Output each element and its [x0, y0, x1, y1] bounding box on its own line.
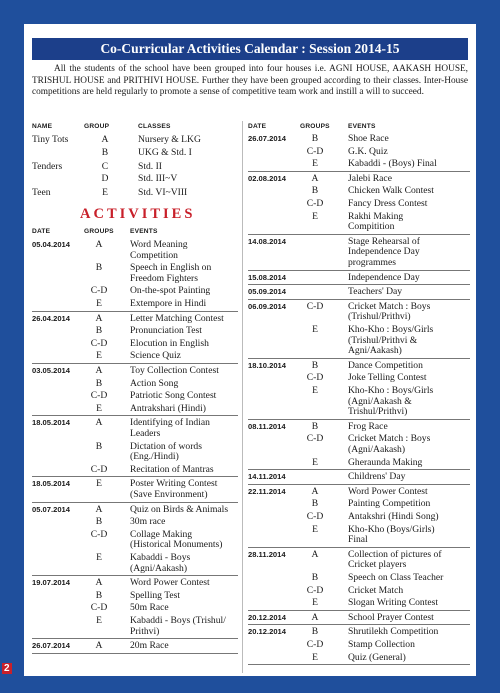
event-name: Word Power Contest — [130, 577, 210, 589]
event-name: Kabaddi - Boys — [130, 552, 191, 563]
group-name: Tenders — [32, 160, 63, 172]
event-name: Antrakshari (Hindi) — [130, 402, 206, 414]
event-group: E — [96, 552, 102, 563]
event-group: E — [312, 210, 318, 222]
row-separator — [248, 469, 470, 470]
event-name: Fancy Dress Contest — [348, 198, 428, 209]
event-name: Chicken Walk Contest — [348, 185, 434, 197]
event-group: C-D — [90, 602, 108, 614]
event-group: B — [95, 589, 103, 601]
event-group: A — [95, 365, 103, 376]
event-name: Kho-Kho (Boys/Girls) — [348, 523, 435, 535]
group-classes: UKG & Std. I — [138, 146, 192, 158]
row-separator — [248, 624, 470, 625]
group-letter: D — [101, 173, 109, 184]
group-classes: Std. III~V — [138, 173, 178, 184]
activities-header: DATE — [32, 228, 51, 235]
row-separator — [248, 299, 470, 300]
row-separator — [32, 415, 238, 416]
event-group: E — [96, 350, 102, 362]
intro-paragraph: All the students of the school have been grouped into four houses i.e. AGNI HOUSE, AAKASH HOUSE, TRISHUL HOUSE and PRITHIVI HOUSE. Further they have been grouped according to their classes. Inter-House competitions are held regularly to promote a sense of competitive team work and instill a will to succeed. — [32, 64, 468, 97]
activities-header: GROUPS — [84, 228, 114, 235]
event-name: Speech in English on — [130, 262, 212, 274]
event-name: 50m Race — [130, 602, 169, 614]
event-group: B — [95, 325, 103, 337]
event-name: (Trishul/Prithvi) — [348, 311, 411, 323]
event-name: Patriotic Song Contest — [130, 390, 217, 402]
event-group: E — [312, 158, 318, 170]
page-number: 2 — [4, 663, 10, 674]
event-name: Kho-Kho : Boys/Girls — [348, 324, 434, 335]
event-name: Dictation of words — [130, 440, 202, 452]
event-name: Freedom Fighters — [130, 272, 198, 284]
row-separator — [248, 610, 470, 611]
event-name: Competition — [130, 249, 178, 261]
event-name: On-the-spot Painting — [130, 285, 211, 297]
event-name: (Historical Monuments) — [130, 539, 223, 551]
activities-header: DATE — [248, 123, 267, 130]
row-separator — [32, 363, 238, 364]
event-name: (Save Environment) — [130, 489, 208, 500]
event-group: A — [311, 172, 319, 184]
event-name: Stamp Collection — [348, 639, 415, 650]
event-date: 08.11.2014 — [248, 421, 286, 431]
event-group: A — [95, 640, 103, 652]
event-group: A — [311, 611, 319, 623]
event-date: 26.07.2014 — [248, 134, 287, 143]
event-group: B — [311, 133, 319, 144]
event-name: Stage Rehearsal of — [348, 235, 420, 247]
group-name: Tiny Tots — [32, 134, 69, 145]
event-name: Leaders — [130, 428, 161, 439]
event-name: Cricket Match : Boys — [348, 300, 431, 312]
event-group: B — [95, 516, 103, 528]
event-date: 05.04.2014 — [32, 240, 71, 249]
event-group: A — [95, 577, 103, 589]
group-classes: Nursery & LKG — [138, 134, 201, 145]
groups-header: GROUP — [84, 123, 110, 130]
event-group: E — [96, 402, 102, 414]
event-group: B — [311, 572, 319, 583]
event-group: C-D — [306, 433, 324, 445]
event-name: Kabaddi - Boys (Trishul/ — [130, 615, 226, 626]
row-separator — [248, 419, 470, 420]
event-group: E — [312, 651, 318, 663]
activities-header: GROUPS — [300, 123, 330, 130]
event-group: C-D — [306, 639, 324, 650]
event-name: Gheraunda Making — [348, 456, 423, 468]
event-group: B — [311, 185, 319, 197]
event-group: E — [312, 456, 318, 468]
event-name: Prithvi) — [130, 625, 160, 637]
event-name: Independence Day — [348, 246, 420, 258]
event-date: 19.07.2014 — [32, 578, 71, 588]
event-date: 18.10.2014 — [248, 360, 287, 370]
event-group: C-D — [306, 511, 324, 522]
event-group: C-D — [306, 584, 324, 596]
event-group: E — [96, 478, 102, 490]
event-group: C-D — [90, 337, 108, 349]
row-separator — [32, 311, 238, 312]
event-name: Shrutilekh Competition — [348, 626, 439, 638]
event-name: Joke Telling Contest — [348, 372, 427, 384]
event-date: 18.05.2014 — [32, 479, 71, 489]
event-name: 30m race — [130, 516, 166, 528]
event-name: Cricket players — [348, 559, 407, 571]
event-name: Jalebi Race — [348, 172, 392, 184]
event-date: 15.08.2014 — [248, 272, 287, 282]
event-group: E — [312, 523, 318, 535]
group-classes: Std. II — [138, 160, 162, 172]
event-group: B — [311, 626, 319, 638]
event-name: (Agni/Aakash & — [348, 395, 412, 407]
event-group: A — [311, 548, 319, 560]
event-group: A — [95, 417, 103, 429]
event-name: Antakshri (Hindi Song) — [348, 511, 439, 522]
event-date: 14.11.2014 — [248, 472, 286, 482]
event-name: programmes — [348, 257, 396, 268]
event-name: Compitition — [348, 221, 395, 233]
event-group: C-D — [306, 198, 324, 209]
event-name: Science Quiz — [130, 350, 181, 362]
event-name: Childrens' Day — [348, 471, 406, 483]
event-name: G.K. Quiz — [348, 145, 388, 157]
event-group: C-D — [90, 285, 108, 297]
event-name: Cricket Match : Boys — [348, 433, 431, 445]
row-separator — [32, 638, 238, 639]
event-name: Elocution in English — [130, 337, 209, 349]
event-name: Shoe Race — [348, 133, 389, 144]
event-name: Identifying of Indian — [130, 417, 210, 429]
group-classes: Std. VI~VIII — [138, 187, 188, 198]
group-letter: B — [101, 146, 109, 158]
event-name: Quiz on Birds & Animals — [130, 503, 229, 515]
event-name: Recitation of Mantras — [130, 463, 214, 475]
row-separator — [32, 653, 238, 654]
row-separator — [248, 234, 470, 235]
groups-header: NAME — [32, 123, 53, 130]
event-date: 06.09.2014 — [248, 301, 287, 311]
event-date: 26.04.2014 — [32, 313, 71, 323]
event-name: Independence Day — [348, 271, 420, 283]
event-name: Kho-Kho : Boys/Girls — [348, 385, 434, 396]
event-group: C-D — [306, 145, 324, 157]
event-name: Dance Competition — [348, 359, 423, 371]
group-letter: A — [101, 134, 109, 145]
column-divider — [242, 121, 243, 673]
event-group: E — [96, 615, 102, 626]
event-group: C-D — [90, 528, 108, 540]
event-group: B — [95, 262, 103, 274]
event-name: Action Song — [130, 377, 179, 389]
event-date: 28.11.2014 — [248, 549, 286, 559]
event-name: Word Meaning — [130, 239, 188, 250]
group-letter: C — [101, 160, 109, 172]
event-name: Extempore in Hindi — [130, 298, 207, 309]
event-name: Frog Race — [348, 420, 388, 432]
event-name: (Trishul/Prithvi & — [348, 334, 418, 346]
row-separator — [248, 284, 470, 285]
event-name: 20m Race — [130, 640, 169, 652]
calendar-page — [24, 24, 476, 676]
row-separator — [32, 476, 238, 477]
event-name: School Prayer Contest — [348, 611, 434, 623]
event-group: B — [311, 420, 319, 432]
event-date: 20.12.2014 — [248, 627, 287, 637]
event-group: A — [311, 485, 319, 497]
event-group: A — [95, 312, 103, 324]
row-separator — [248, 664, 470, 665]
event-name: Quiz (General) — [348, 651, 406, 663]
event-name: Agni/Aakash) — [348, 345, 402, 357]
event-group: B — [311, 498, 319, 510]
event-group: A — [95, 239, 103, 250]
event-date: 22.11.2014 — [248, 486, 286, 496]
row-separator — [248, 358, 470, 359]
row-separator — [32, 575, 238, 576]
row-separator — [248, 171, 470, 172]
groups-header: CLASSES — [138, 123, 171, 130]
activities-header: EVENTS — [130, 228, 158, 235]
event-name: Word Power Contest — [348, 485, 428, 497]
event-date: 14.08.2014 — [248, 236, 287, 246]
event-name: Poster Writing Contest — [130, 478, 218, 490]
row-separator — [248, 484, 470, 485]
row-separator — [248, 270, 470, 271]
activities-heading: ACTIVITIES — [80, 206, 196, 222]
event-date: 03.05.2014 — [32, 366, 71, 375]
event-name: Painting Competition — [348, 498, 431, 510]
event-group: B — [311, 359, 319, 371]
event-group: C-D — [90, 463, 108, 475]
event-group: B — [95, 440, 103, 452]
event-name: Letter Matching Contest — [130, 312, 224, 324]
event-group: E — [312, 324, 318, 335]
event-name: Toy Collection Contest — [130, 365, 219, 376]
event-name: Trishul/Prithvi) — [348, 406, 408, 418]
event-name: Collection of pictures of — [348, 548, 442, 560]
group-letter: E — [102, 187, 108, 198]
event-name: Final — [348, 534, 368, 546]
event-group: E — [312, 385, 318, 396]
event-name: Cricket Match — [348, 584, 404, 596]
row-separator — [248, 547, 470, 548]
row-separator — [32, 502, 238, 503]
event-group: C-D — [306, 372, 324, 384]
event-name: (Agni/Aakash) — [348, 444, 406, 455]
event-name: Speech on Class Teacher — [348, 572, 444, 583]
event-name: Slogan Writing Contest — [348, 597, 439, 609]
event-date: 20.12.2014 — [248, 612, 287, 622]
page-title: Co-Curricular Activities Calendar : Session 2014-15 — [32, 38, 468, 60]
event-name: Collage Making — [130, 528, 193, 540]
event-group: C-D — [306, 300, 324, 312]
event-group: C-D — [90, 390, 108, 402]
event-name: (Eng./Hindi) — [130, 451, 179, 463]
event-name: Teachers' Day — [348, 286, 403, 298]
event-name: Rakhi Making — [348, 210, 404, 222]
event-date: 26.07.2014 — [32, 641, 71, 651]
event-date: 05.07.2014 — [32, 504, 71, 514]
event-name: Spelling Test — [130, 589, 181, 601]
event-date: 18.05.2014 — [32, 418, 71, 428]
event-group: E — [312, 597, 318, 609]
event-name: Pronunciation Test — [130, 325, 202, 337]
event-name: Kabaddi - (Boys) Final — [348, 158, 437, 170]
event-name: (Agni/Aakash) — [130, 562, 188, 574]
event-group: B — [95, 377, 103, 389]
group-name: Teen — [32, 187, 51, 198]
event-group: A — [95, 503, 103, 515]
activities-header: EVENTS — [348, 123, 376, 130]
event-group: E — [96, 298, 102, 309]
event-date: 02.08.2014 — [248, 173, 287, 183]
event-date: 05.09.2014 — [248, 287, 287, 297]
